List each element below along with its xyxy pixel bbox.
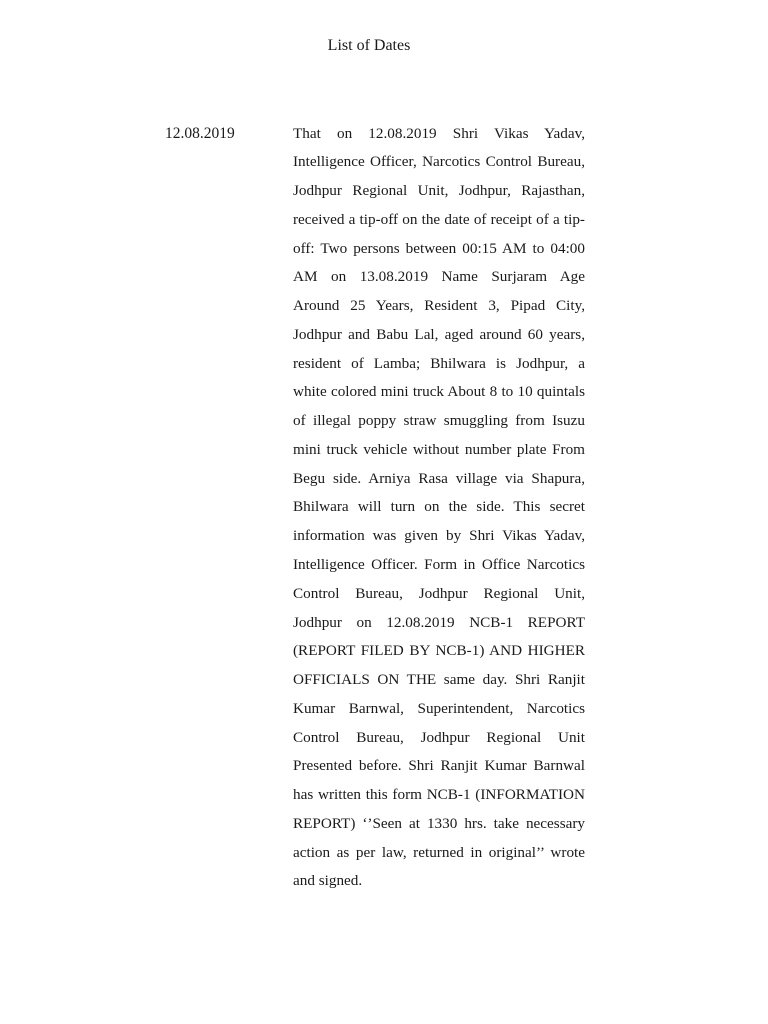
page-title: List of Dates (327, 37, 411, 54)
entry-date: 12.08.2019 (165, 125, 235, 142)
entry-description: That on 12.08.2019 Shri Vikas Yadav, Intelligence Officer, Narcotics Control Bureau, Jodhpur Regional Unit, Jodhpur, Rajasthan, received a tip-off on the date of receipt of a tip-off: Two persons between 00:15 AM to 04:00 AM on 13.08.2019 Name Surjaram Age Around 25 Years, Resident 3, Pipad City, Jodhpur and Babu Lal, aged around 60 years, resident of Lamba; Bhilwara is Jodhpur, a white colored mini truck About 8 to 10 quintals of illegal poppy straw smuggling from Isuzu mini truck vehicle without number plate From Begu side. Arniya Rasa village via Shapura, Bhilwara will turn on the side. This secret information was given by Shri Vikas Yadav, Intelligence Officer. Form in Office Narcotics Control Bureau, Jodhpur Regional Unit, Jodhpur on 12.08.2019 NCB-1 REPORT (REPORT FILED BY NCB-1) AND HIGHER OFFICIALS ON THE same day. Shri Ranjit Kumar Barnwal, Superintendent, Narcotics Control Bureau, Jodhpur Regional Unit Presented before. Shri Ranjit Kumar Barnwal has written this form NCB-1 (INFORMATION REPORT) ‘’Seen at 1330 hrs. take necessary action as per law, returned in original’’ wrote and signed. (293, 124, 585, 890)
